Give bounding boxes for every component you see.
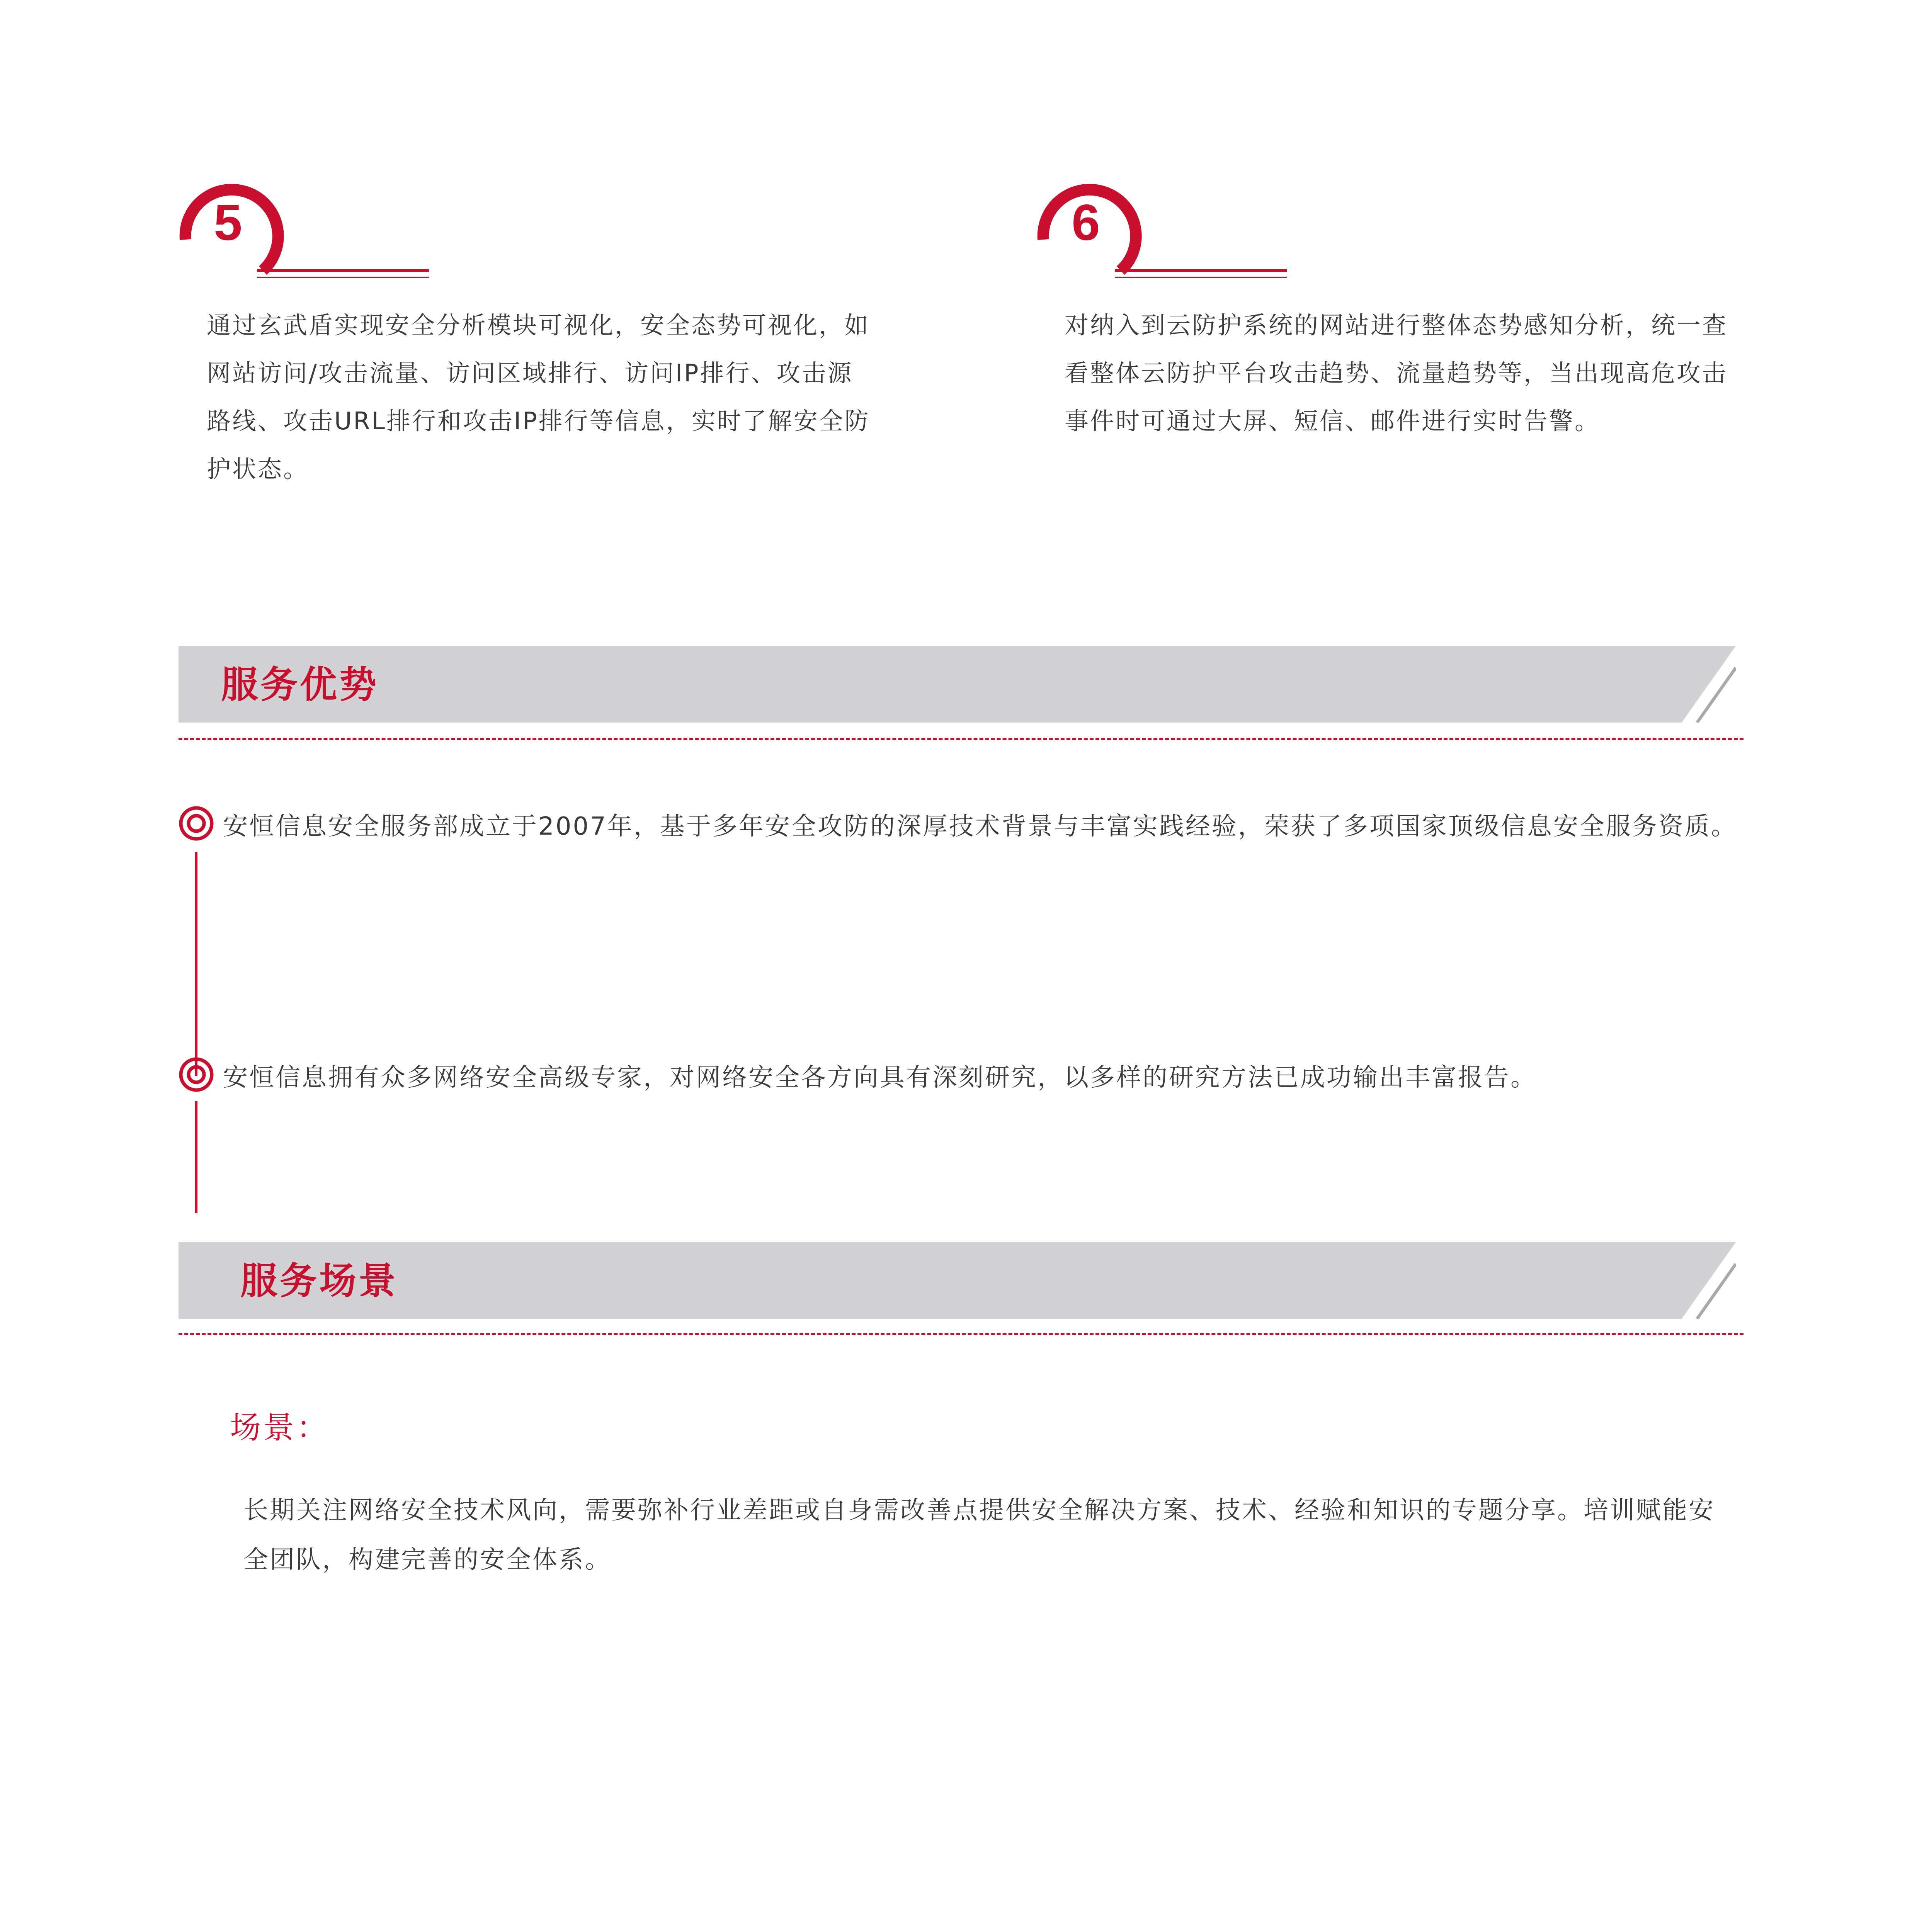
advantage-text: 安恒信息拥有众多网络安全高级专家，对网络安全各方向具有深刻研究，以多样的研究方法已成功输出丰富报告。	[223, 1063, 1537, 1092]
section-title: 服务优势	[221, 663, 379, 706]
timeline-line	[195, 852, 197, 1076]
advantage-text: 安恒信息安全服务部成立于2007年，基于多年安全攻防的深厚技术背景与丰富实践经验，荣获了多项国家顶级信息安全服务资质。	[223, 812, 1737, 841]
target-ring-icon	[179, 806, 214, 841]
section-header-advantages	[179, 646, 1736, 723]
number-badge	[1032, 182, 1148, 282]
feature-number: 5	[214, 194, 242, 251]
number-badge	[174, 182, 290, 282]
scenario-label: 场景：	[230, 1410, 330, 1446]
corner-slash-icon	[1682, 646, 1736, 723]
section-divider	[179, 738, 1744, 740]
corner-slash-icon	[1682, 1242, 1736, 1319]
scenario-text: 长期关注网络安全技术风向，需要弥补行业差距或自身需改善点提供安全解决方案、技术、经验和知识的专题分享。培训赋能安全团队，构建完善的安全体系。	[243, 1496, 1715, 1574]
target-ring-icon	[179, 1057, 214, 1092]
feature-text: 对纳入到云防护系统的网站进行整体态势感知分析，统一查看整体云防护平台攻击趋势、流量趋势等，当出现高危攻击事件时可通过大屏、短信、邮件进行实时告警。	[1065, 311, 1728, 435]
section-divider	[179, 1333, 1744, 1335]
section-header-scenarios	[179, 1242, 1736, 1319]
feature-text: 通过玄武盾实现安全分析模块可视化，安全态势可视化，如网站访问/攻击流量、访问区域排行、访问IP排行、攻击源路线、攻击URL排行和攻击IP排行等信息，实时了解安全防护状态。	[207, 311, 870, 483]
section-title: 服务场景	[240, 1259, 398, 1303]
feature-number: 6	[1072, 194, 1100, 251]
timeline-line	[195, 1101, 197, 1213]
